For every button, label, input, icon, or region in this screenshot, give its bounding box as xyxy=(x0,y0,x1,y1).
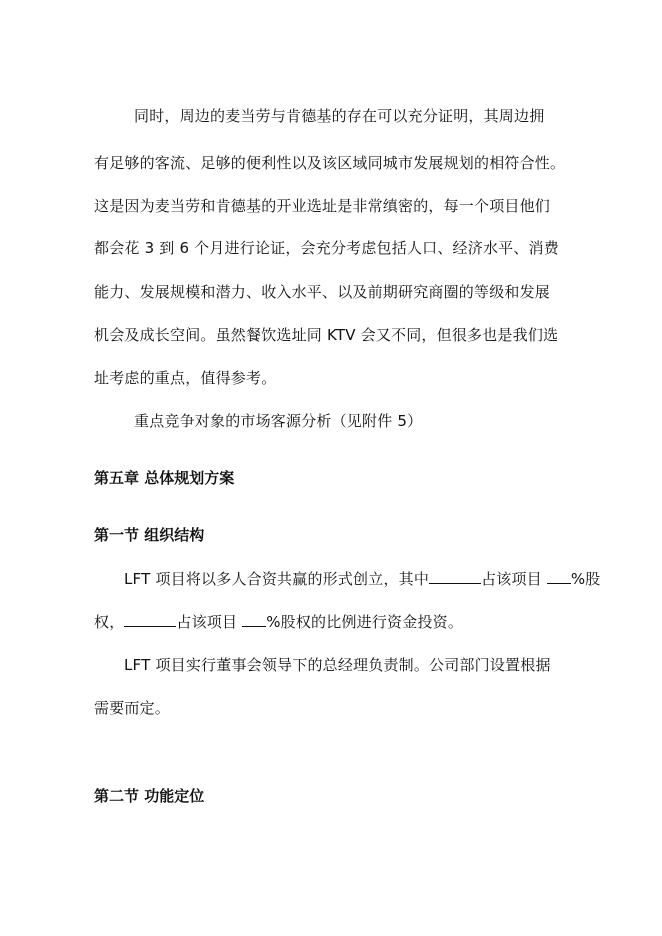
paragraph-line: LFT 项目实行董事会领导下的总经理负责制。公司部门设置根据 xyxy=(124,656,551,674)
paragraph-line: 能力、发展规模和潜力、收入水平、以及前期研究商圈的等级和发展 xyxy=(94,283,551,301)
paragraph-line: 都会花 3 到 6 个月进行论证，会充分考虑包括人口、经济水平、消费 xyxy=(94,239,559,257)
fill-in-blank xyxy=(429,569,481,584)
paragraph-line: 同时，周边的麦当劳与肯德基的存在可以充分证明，其周边拥 xyxy=(134,107,545,125)
text-segment: 占该项目 xyxy=(481,570,547,588)
fill-in-blank xyxy=(124,612,176,627)
paragraph-line: 址考虑的重点，值得参考。 xyxy=(94,369,277,387)
paragraph-line: 需要而定。 xyxy=(94,699,171,717)
fill-in-blank xyxy=(242,612,266,627)
section-title: 第二节 功能定位 xyxy=(94,787,205,805)
section-title: 第一节 组织结构 xyxy=(94,526,205,544)
paragraph-line xyxy=(124,569,601,589)
text-segment: %股 xyxy=(570,570,601,588)
paragraph-line: 有足够的客流、足够的便利性以及该区域同城市发展规划的相符合性。 xyxy=(94,154,566,172)
paragraph-line xyxy=(94,612,463,632)
text-segment: 权， xyxy=(94,613,125,631)
paragraph-line: 这是因为麦当劳和肯德基的开业选址是非常缜密的，每一个项目他们 xyxy=(94,197,551,215)
text-segment: %股权的比例进行资金投资。 xyxy=(266,613,464,631)
paragraph-line: 重点竞争对象的市场客源分析（见附件 5） xyxy=(134,412,423,430)
text-segment: LFT 项目将以多人合资共赢的形式创立，其中 xyxy=(124,570,430,588)
paragraph-line: 机会及成长空间。虽然餐饮选址同 KTV 会又不同，但很多也是我们选 xyxy=(94,326,559,344)
fill-in-blank xyxy=(547,569,571,584)
chapter-title: 第五章 总体规划方案 xyxy=(94,469,235,487)
text-segment: 占该项目 xyxy=(176,613,243,631)
